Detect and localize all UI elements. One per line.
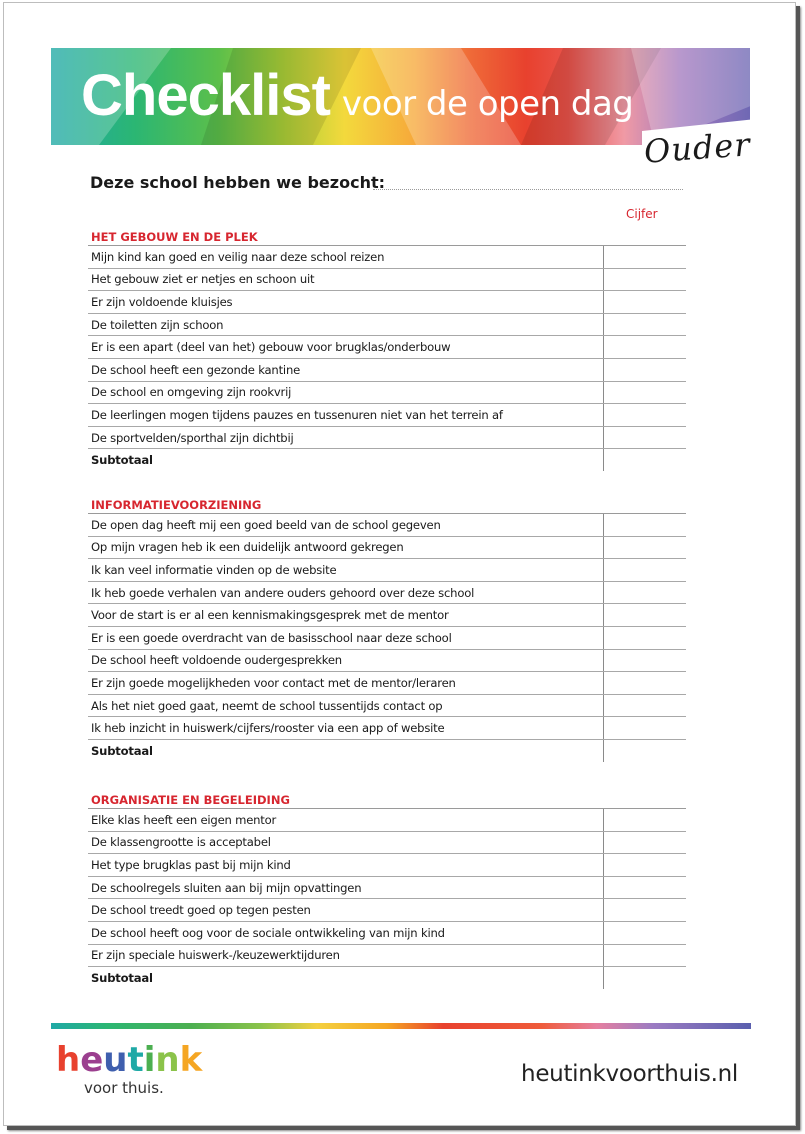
checklist-item-label: Er is een goede overdracht van de basisschool naar deze school <box>91 630 452 645</box>
checklist-page <box>3 2 796 1126</box>
score-cell[interactable] <box>603 582 686 604</box>
checklist-table <box>88 513 686 762</box>
checklist-row <box>88 604 686 627</box>
checklist-section <box>88 792 686 989</box>
score-cell[interactable] <box>603 291 686 313</box>
checklist-item-label: Mijn kind kan goed en veilig naar deze school reizen <box>91 249 385 264</box>
checklist-row <box>88 899 686 922</box>
checklist-row <box>88 809 686 832</box>
checklist-item-label: De school treedt goed op tegen pesten <box>91 903 311 918</box>
checklist-item-label: Het gebouw ziet er netjes en schoon uit <box>91 272 315 287</box>
checklist-row <box>88 537 686 560</box>
checklist-row <box>88 269 686 292</box>
checklist-row <box>88 832 686 855</box>
checklist-item-label: Ik heb inzicht in huiswerk/cijfers/rooster via een app of website <box>91 721 445 736</box>
score-cell[interactable] <box>603 877 686 899</box>
school-visited-label: Deze school hebben we bezocht: <box>90 173 385 192</box>
score-cell[interactable] <box>603 832 686 854</box>
heutink-logo <box>56 1041 202 1097</box>
checklist-item-label: De klassengrootte is acceptabel <box>91 835 271 850</box>
website-url[interactable]: heutinkvoorthuis.nl <box>521 1061 738 1087</box>
checklist-row <box>88 650 686 673</box>
checklist-item-label: De leerlingen mogen tijdens pauzes en tussenuren niet van het terrein af <box>91 407 503 422</box>
section-heading: INFORMATIEVOORZIENING <box>91 498 262 512</box>
school-visited-field[interactable] <box>373 189 683 190</box>
subtotal-row <box>88 449 686 471</box>
checklist-row <box>88 427 686 450</box>
checklist-row <box>88 695 686 718</box>
checklist-row <box>88 514 686 537</box>
score-cell[interactable] <box>603 514 686 536</box>
score-cell[interactable] <box>603 314 686 336</box>
score-cell[interactable] <box>603 627 686 649</box>
subtotal-label: Subtotaal <box>91 970 153 985</box>
footer-color-bar <box>51 1023 751 1029</box>
audience-tag: Ouder <box>642 125 752 171</box>
subtotal-row <box>88 967 686 989</box>
score-cell[interactable] <box>603 945 686 967</box>
checklist-item-label: Als het niet goed gaat, neemt de school tussentijds contact op <box>91 698 443 713</box>
checklist-row <box>88 382 686 405</box>
logo-letter: h <box>56 1040 81 1080</box>
section-heading: ORGANISATIE EN BEGELEIDING <box>91 793 290 807</box>
score-cell[interactable] <box>603 336 686 358</box>
logo-subtitle: voor thuis. <box>84 1079 164 1097</box>
checklist-row <box>88 246 686 269</box>
score-cell[interactable] <box>603 382 686 404</box>
logo-letter: n <box>155 1040 180 1080</box>
checklist-item-label: Er zijn speciale huiswerk-/keuzewerktijduren <box>91 948 340 963</box>
subtotal-label: Subtotaal <box>91 743 153 758</box>
score-cell[interactable] <box>603 922 686 944</box>
checklist-item-label: Op mijn vragen heb ik een duidelijk antwoord gekregen <box>91 540 404 555</box>
checklist-item-label: De open dag heeft mij een goed beeld van de school gegeven <box>91 517 441 532</box>
logo-letter: e <box>80 1040 104 1080</box>
checklist-item-label: De school en omgeving zijn rookvrij <box>91 385 292 400</box>
section-heading: HET GEBOUW EN DE PLEK <box>91 230 258 244</box>
score-cell[interactable] <box>603 809 686 831</box>
score-cell[interactable] <box>603 717 686 739</box>
checklist-row <box>88 404 686 427</box>
checklist-row <box>88 854 686 877</box>
logo-letter: i <box>143 1040 156 1080</box>
title-bold: Checklist <box>81 63 330 128</box>
checklist-row <box>88 922 686 945</box>
checklist-row <box>88 336 686 359</box>
checklist-section <box>88 497 686 762</box>
checklist-row <box>88 314 686 337</box>
logo-wordmark <box>56 1041 202 1079</box>
checklist-row <box>88 627 686 650</box>
score-cell[interactable] <box>603 269 686 291</box>
checklist-item-label: De school heeft voldoende oudergesprekken <box>91 653 342 668</box>
checklist-row <box>88 359 686 382</box>
score-cell[interactable] <box>603 537 686 559</box>
checklist-item-label: Voor de start is er al een kennismakingsgesprek met de mentor <box>91 608 449 623</box>
checklist-row <box>88 717 686 740</box>
checklist-item-label: De schoolregels sluiten aan bij mijn opvattingen <box>91 880 362 895</box>
checklist-item-label: Er zijn voldoende kluisjes <box>91 294 233 309</box>
checklist-row <box>88 582 686 605</box>
checklist-item-label: De sportvelden/sporthal zijn dichtbij <box>91 430 294 445</box>
checklist-item-label: De school heeft oog voor de sociale ontwikkeling van mijn kind <box>91 925 445 940</box>
score-cell[interactable] <box>603 246 686 268</box>
checklist-row <box>88 945 686 968</box>
logo-letter: t <box>127 1040 144 1080</box>
checklist-table <box>88 245 686 471</box>
checklist-row <box>88 672 686 695</box>
score-cell[interactable] <box>603 404 686 426</box>
checklist-row <box>88 291 686 314</box>
score-cell[interactable] <box>603 899 686 921</box>
subtotal-label: Subtotaal <box>91 453 153 468</box>
checklist-row <box>88 877 686 900</box>
checklist-item-label: Ik heb goede verhalen van andere ouders gehoord over deze school <box>91 585 475 600</box>
checklist-section <box>88 229 686 471</box>
score-cell[interactable] <box>603 695 686 717</box>
logo-letter: u <box>103 1040 128 1080</box>
score-cell[interactable] <box>603 854 686 876</box>
score-cell[interactable] <box>603 359 686 381</box>
checklist-item-label: Het type brugklas past bij mijn kind <box>91 857 291 872</box>
score-cell[interactable] <box>603 559 686 581</box>
checklist-item-label: Ik kan veel informatie vinden op de website <box>91 562 337 577</box>
score-cell[interactable] <box>603 427 686 449</box>
subtotal-score-cell[interactable] <box>603 740 686 762</box>
checklist-item-label: De school heeft een gezonde kantine <box>91 362 301 377</box>
checklist-item-label: De toiletten zijn schoon <box>91 317 224 332</box>
title-rest: voor de open dag <box>341 84 634 124</box>
checklist-item-label: Elke klas heeft een eigen mentor <box>91 812 277 827</box>
page-title <box>81 62 633 129</box>
subtotal-score-cell[interactable] <box>603 967 686 989</box>
subtotal-row <box>88 740 686 762</box>
checklist-item-label: Er is een apart (deel van het) gebouw voor brugklas/onderbouw <box>91 340 451 355</box>
subtotal-score-cell[interactable] <box>603 449 686 471</box>
checklist-table <box>88 808 686 989</box>
logo-letter: k <box>179 1040 203 1080</box>
score-cell[interactable] <box>603 672 686 694</box>
score-column-header: Cijfer <box>626 207 658 221</box>
checklist-item-label: Er zijn goede mogelijkheden voor contact met de mentor/leraren <box>91 675 456 690</box>
checklist-row <box>88 559 686 582</box>
score-cell[interactable] <box>603 604 686 626</box>
score-cell[interactable] <box>603 650 686 672</box>
